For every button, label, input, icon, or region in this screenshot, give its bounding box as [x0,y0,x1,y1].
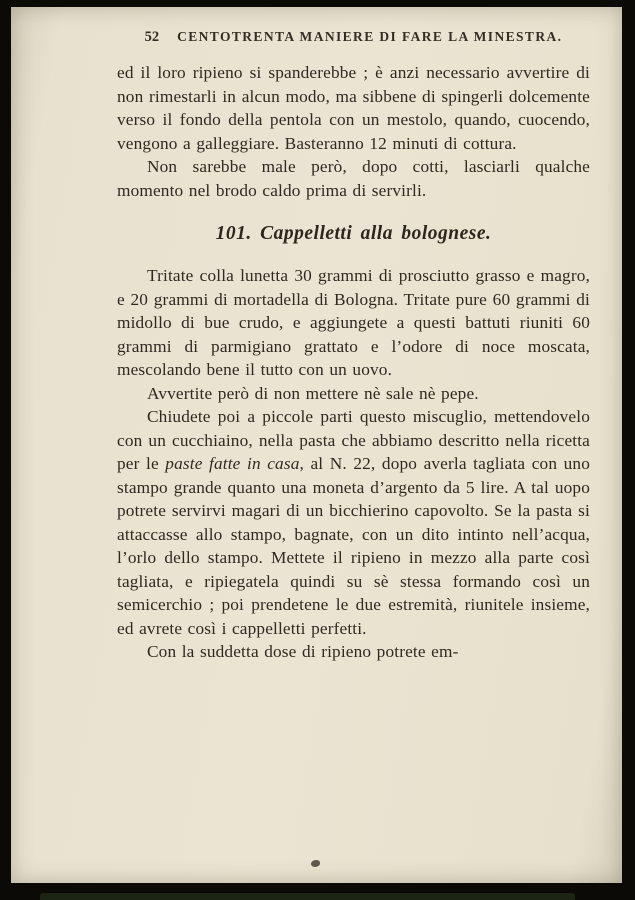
paragraph [117,61,590,155]
body-text: Tritate colla lunetta 30 grammi di prosciutto grasso e magro, e 20 grammi di mortadella di Bologna. Tritate pure 60 grammi di midollo di bue crudo, e aggiungete a questi battuti riuniti 60 grammi di parmigiano grattato e l’odore di noce moscata, mescolando bene il tutto con un uovo. [117,266,590,379]
paragraph [117,155,590,202]
paragraph [117,640,590,664]
body-text: Non sarebbe male però, dopo cotti, lasciarli qualche momento nel brodo caldo prima di servirli. [117,157,590,200]
paragraph [117,405,590,640]
running-title: CENTOTRENTA MANIERE DI FARE LA MINESTRA. [177,29,563,44]
paragraph [117,382,590,406]
scan-edge-artifact [40,893,575,900]
body-text: Avvertite però di non mettere nè sale nè pepe. [147,383,479,403]
book-page [11,7,622,883]
page-header [117,29,590,46]
body-text: , al N. 22, dopo averla tagliata con uno stampo grande quanto una moneta d’argento da 5 lire. A tal uopo potrete servirvi magari di un bicchierino capovolto. Se la pasta si attaccasse allo stampo, bagnate, con un dito intinto nell’acqua, l’orlo dello stampo. Mettete il ripieno in mezzo alla parte così tagliata, e ripiegatela quindi su sè stessa formando così un semicerchio ; poi prendetene le due estremità, riunitele insieme, ed avrete così i cappelletti perfetti. [117,454,591,638]
body-text: Chiudete poi a piccole parti questo miscuglio, mettendovelo con un cucchiaino, nella pasta che abbiamo descritto nella ricetta per le [117,407,590,473]
ink-smudge [311,860,320,867]
body-text: Con la suddetta dose di ripieno potrete em- [147,642,459,661]
section-heading: 101. Cappelletti alla bolognese. [215,223,492,244]
page-body [117,61,590,664]
paragraph [117,264,590,382]
italic-text: paste fatte in casa [165,454,300,473]
body-text: ed il loro ripieno si spanderebbe ; è anzi necessario avvertire di non rimestarli in alcun modo, ma sibbene di spingerli dolcemente verso il fondo della pentola con un mestolo, quando, cuocendo, vengono a galleggiare. Basteranno 12 minuti di cottura. [117,63,590,153]
page-number: 52 [144,29,160,45]
